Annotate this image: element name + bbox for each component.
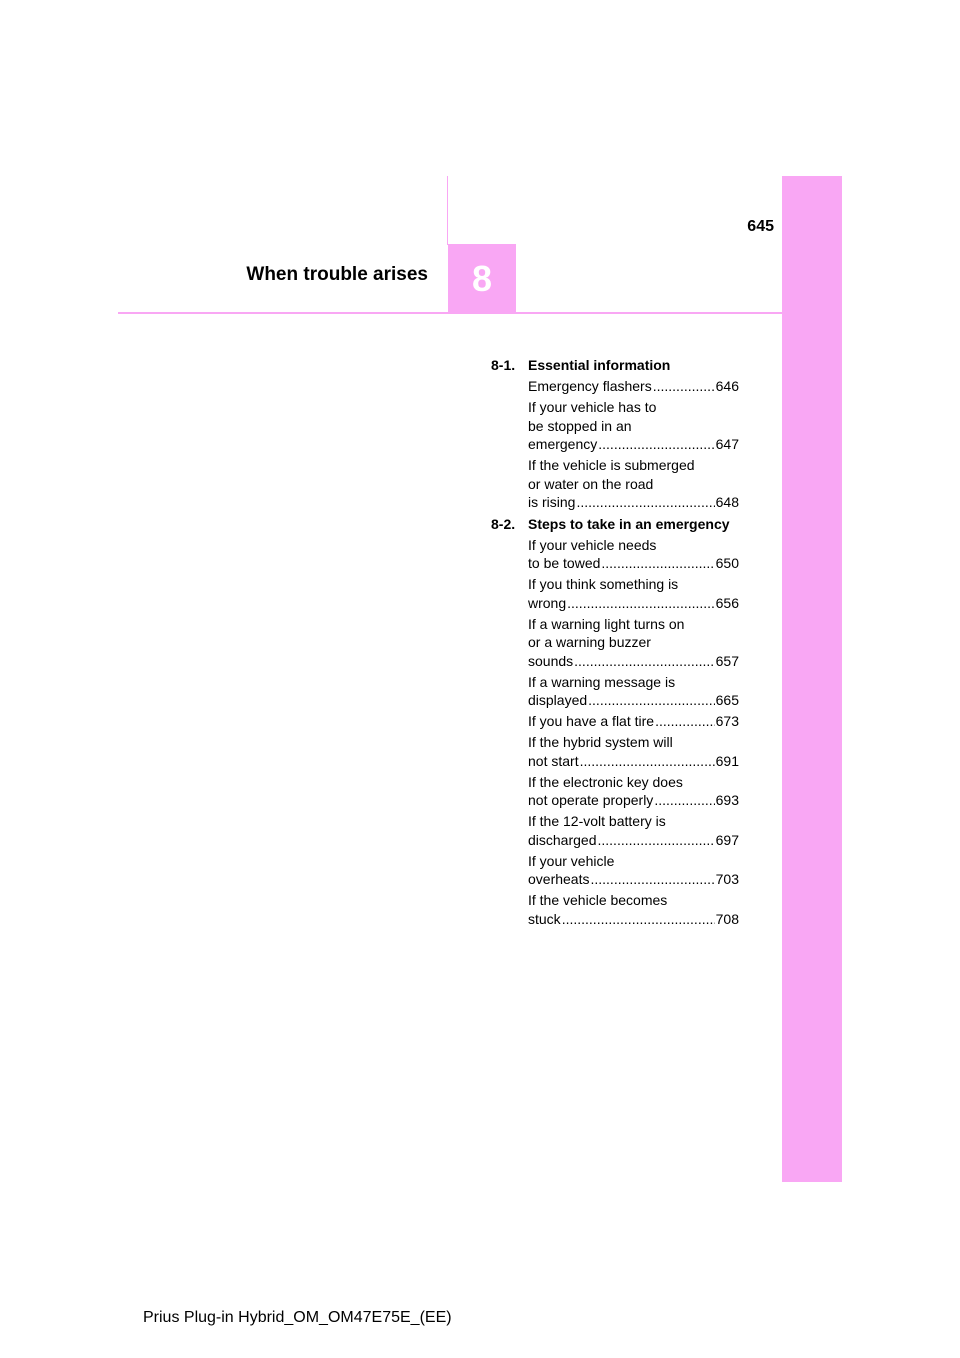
toc-entry-page: 646 bbox=[715, 378, 739, 394]
toc-entry-text: discharged bbox=[528, 831, 597, 848]
dot-leader bbox=[598, 831, 715, 850]
toc-entry-last-line bbox=[528, 910, 739, 929]
dot-leader bbox=[598, 435, 714, 454]
toc-entry-page: 708 bbox=[715, 910, 739, 927]
toc-entry[interactable] bbox=[528, 398, 739, 454]
toc-entry-line: be stopped in an bbox=[528, 417, 632, 434]
dot-leader bbox=[562, 910, 715, 929]
toc-entry-last-line bbox=[528, 831, 739, 850]
toc-entry-line: If the vehicle is submerged bbox=[528, 457, 695, 473]
toc-entry[interactable] bbox=[528, 575, 739, 612]
toc-entry-line: or a warning buzzer bbox=[528, 634, 651, 650]
header-vertical-rule bbox=[447, 176, 448, 245]
toc-entry-last-line bbox=[528, 554, 739, 573]
toc-entry-line: If you think something is bbox=[528, 576, 679, 592]
table-of-contents bbox=[491, 356, 739, 931]
toc-entry-line: If your vehicle has to bbox=[528, 399, 657, 415]
toc-entry-text: Emergency flashers bbox=[528, 378, 652, 394]
toc-entry-last-line bbox=[528, 712, 739, 731]
footer-document-id: Prius Plug-in Hybrid_OM_OM47E75E_(EE) bbox=[143, 1309, 452, 1326]
toc-entry-page: 648 bbox=[715, 494, 739, 510]
dot-leader bbox=[580, 752, 715, 771]
toc-entry-text: displayed bbox=[528, 692, 588, 708]
toc-entry-page: 673 bbox=[715, 713, 739, 729]
toc-entry-text: is rising bbox=[528, 494, 576, 510]
toc-entry-page: 697 bbox=[715, 831, 739, 848]
toc-entry-last-line bbox=[528, 652, 739, 671]
toc-entry-last-line bbox=[528, 691, 739, 710]
chapter-tab-strip bbox=[782, 176, 842, 1182]
toc-entry-page: 665 bbox=[715, 692, 739, 708]
toc-entry[interactable] bbox=[528, 615, 739, 671]
dot-leader bbox=[655, 712, 715, 731]
toc-entry-line: If the vehicle becomes bbox=[528, 892, 668, 908]
toc-entry[interactable] bbox=[528, 377, 739, 396]
toc-entry-last-line bbox=[528, 870, 739, 889]
toc-entry[interactable] bbox=[528, 773, 739, 810]
toc-entry-text: wrong bbox=[528, 594, 567, 611]
toc-entry[interactable] bbox=[528, 536, 739, 573]
toc-entry-line: If the 12-volt battery is bbox=[528, 813, 666, 829]
toc-entry-line: or water on the road bbox=[528, 475, 654, 492]
dot-leader bbox=[590, 870, 714, 889]
toc-entry[interactable] bbox=[528, 733, 739, 770]
page-number: 645 bbox=[747, 218, 774, 235]
toc-entry-line: If a warning message is bbox=[528, 673, 676, 690]
toc-entry[interactable] bbox=[528, 891, 739, 928]
toc-entry-line: If the hybrid system will bbox=[528, 734, 673, 750]
toc-entry-page: 691 bbox=[715, 752, 739, 769]
toc-section-heading bbox=[491, 515, 739, 534]
toc-entry[interactable] bbox=[528, 712, 739, 731]
toc-entry-page: 703 bbox=[715, 871, 739, 887]
toc-entry[interactable] bbox=[528, 456, 739, 512]
chapter-number: 8 bbox=[471, 257, 493, 299]
toc-section-heading bbox=[491, 356, 739, 375]
chapter-number-box bbox=[448, 244, 516, 313]
toc-entry-text: stuck bbox=[528, 910, 561, 927]
toc-entry-text: sounds bbox=[528, 652, 574, 669]
toc-entry-text: If you have a flat tire bbox=[528, 713, 655, 729]
toc-entry[interactable] bbox=[528, 852, 739, 889]
toc-entry-text: emergency bbox=[528, 436, 598, 452]
toc-entry-page: 656 bbox=[715, 594, 739, 611]
toc-entry-page: 650 bbox=[715, 555, 739, 571]
toc-entry-last-line bbox=[528, 594, 739, 613]
dot-leader bbox=[576, 493, 714, 512]
toc-section-number: 8-1. bbox=[491, 357, 516, 373]
toc-entry-line: If a warning light turns on bbox=[528, 615, 685, 632]
toc-entry-text: overheats bbox=[528, 871, 590, 887]
toc-section-title: Essential information bbox=[528, 357, 671, 373]
toc-entry-last-line bbox=[528, 377, 739, 396]
dot-leader bbox=[574, 652, 714, 671]
dot-leader bbox=[653, 377, 715, 396]
toc-entry-last-line bbox=[528, 435, 739, 454]
toc-entry-line: If your vehicle bbox=[528, 852, 615, 869]
toc-entry-last-line bbox=[528, 791, 739, 810]
chapter-title: When trouble arises bbox=[246, 264, 428, 285]
toc-entry-text: not operate properly bbox=[528, 792, 654, 808]
dot-leader bbox=[567, 594, 715, 613]
toc-entry-page: 693 bbox=[715, 792, 739, 808]
toc-entry-page: 657 bbox=[715, 652, 739, 669]
toc-entry-text: not start bbox=[528, 752, 579, 769]
toc-entry[interactable] bbox=[528, 812, 739, 849]
toc-entry-last-line bbox=[528, 493, 739, 512]
dot-leader bbox=[601, 554, 714, 573]
toc-entry-text: to be towed bbox=[528, 555, 601, 571]
toc-entry[interactable] bbox=[528, 673, 739, 710]
toc-section bbox=[491, 356, 739, 512]
toc-entry-line: If the electronic key does bbox=[528, 773, 683, 790]
toc-entry-line: If your vehicle needs bbox=[528, 536, 657, 553]
toc-entry-page: 647 bbox=[715, 436, 739, 452]
dot-leader bbox=[654, 791, 714, 810]
toc-section bbox=[491, 515, 739, 929]
toc-entry-last-line bbox=[528, 752, 739, 771]
toc-section-title: Steps to take in an emergency bbox=[528, 515, 730, 532]
dot-leader bbox=[588, 691, 714, 710]
toc-section-number: 8-2. bbox=[491, 515, 516, 532]
